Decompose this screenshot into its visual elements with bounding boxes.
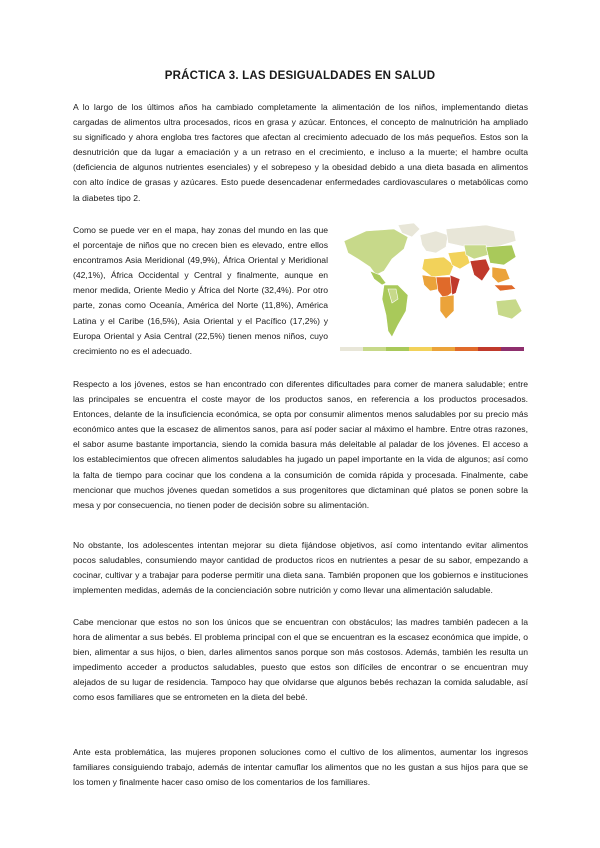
map-legend (340, 347, 524, 351)
paragraph-intro: A lo largo de los últimos años ha cambiado completamente la alimentación de los niños, implementando dietas cargadas de alimentos ultra procesados, ricos en grasa y azúcar. Entonces, el concepto de malnutrición ha ampliado su significado y ahora engloba tres factores que afectan al crecimiento adecuado de los más pequeños. Estos son la desnutrición que da lugar a emaciación y a un retraso en el crecimiento, e incluso a la muerte; el hambre oculta (deficiencia de algunos nutrientes esenciales) y el sobrepeso y la obesidad debido a una dieta basada en alimentos con alto índice de grasas y azúcares. Esto puede desencadenar enfermedades cardiovasculares o metabólicas como la diabetes tipo 2. (73, 102, 528, 203)
world-map-figure (336, 219, 528, 359)
world-map-image (336, 219, 528, 359)
paragraph-map: Como se puede ver en el mapa, hay zonas del mundo en las que el porcentaje de niños que no crecen bien es elevado, entre ellos encontramos Asia Meridional (49,9%), África Oriental y Meridional (42,1%), África Occidental y Central y finalmente, aunque en menor medida, Oriente Medio y África del Norte (32,4%). Por otro parte, zonas como Oceanía, América del Norte (11,8%), América Latina y el Caribe (16,5%), Asia Oriental y el Pacífico (17,2%) y Europa Oriental y Asia Central (22,5%) tienen menos niños, cuyo crecimiento no es el adecuado. (73, 225, 328, 356)
paragraph-solutions: Ante esta problemática, las mujeres proponen soluciones como el cultivo de los alimentos, aumentar los ingresos familiares consiguiendo trabajo, además de intentar camuflar los alimentos que no les gustan a sus hijos para que se los tomen y finalmente hacer caso omiso de los comentarios de los familiares. (73, 747, 528, 788)
paragraph-adolescents: No obstante, los adolescentes intentan mejorar su dieta fijándose objetivos, así como intentando evitar alimentos pocos saludables, consumiendo mayor cantidad de productos ricos en nutrientes a pesar de su sabor, empezando a cocinar, cultivar y a trabajar para poderse permitir una dieta sana. También proponen que los gobiernos e instituciones implementen medidas, además de la concienciación sobre nutrición y como llevar una alimentación saludable. (73, 540, 528, 596)
document-title: PRÁCTICA 3. LAS DESIGUALDADES EN SALUD (164, 70, 436, 82)
paragraph-mothers: Cabe mencionar que estos no son los únicos que se encuentran con obstáculos; las madres también padecen a la hora de alimentar a sus bebés. El problema principal con el que se encuentran es la escasez económica que impide, o bien, alimentar a sus hijos, o bien, darles alimentos sanos porque son más costosos. Además, también les resulta un impedimento acceder a productos saludables, puesto que estos son difíciles de encontrar o se encuentran muy alejados de su lugar de residencia. Tampoco hay que olvidarse que algunos bebés rechazan la comida saludable, así como esos familiares que se entrometen en la dieta del bebé. (73, 617, 528, 703)
paragraph-youth: Respecto a los jóvenes, estos se han encontrado con diferentes dificultades para comer de manera saludable; entre las principales se encuentra el coste mayor de los productos sanos, en referencia a los productos procesados. Entonces, delante de la insuficiencia económica, se opta por consumir alimentos menos saludables por su precio más económico antes que la escasez de alimentos sanos, para así poder saciar al máximo el hambre. Entre otras razones, el sabor asume bastante importancia, siendo la comida basura más deleitable al paladar de los jóvenes. El acceso a los establecimientos que ofrecen alimentos saludables ha jugado un papel importante en la vida de algunos; así como la falta de tiempo para cocinar que los condena a la consumición de comida rápida y procesada. Finalmente, cabe mencionar que muchos jóvenes quedan sometidos a sus progenitores que dictaminan qué platos se ponen sobre la mesa y por consecuencia, no tienen poder de decisión sobre su alimentación. (73, 379, 528, 510)
